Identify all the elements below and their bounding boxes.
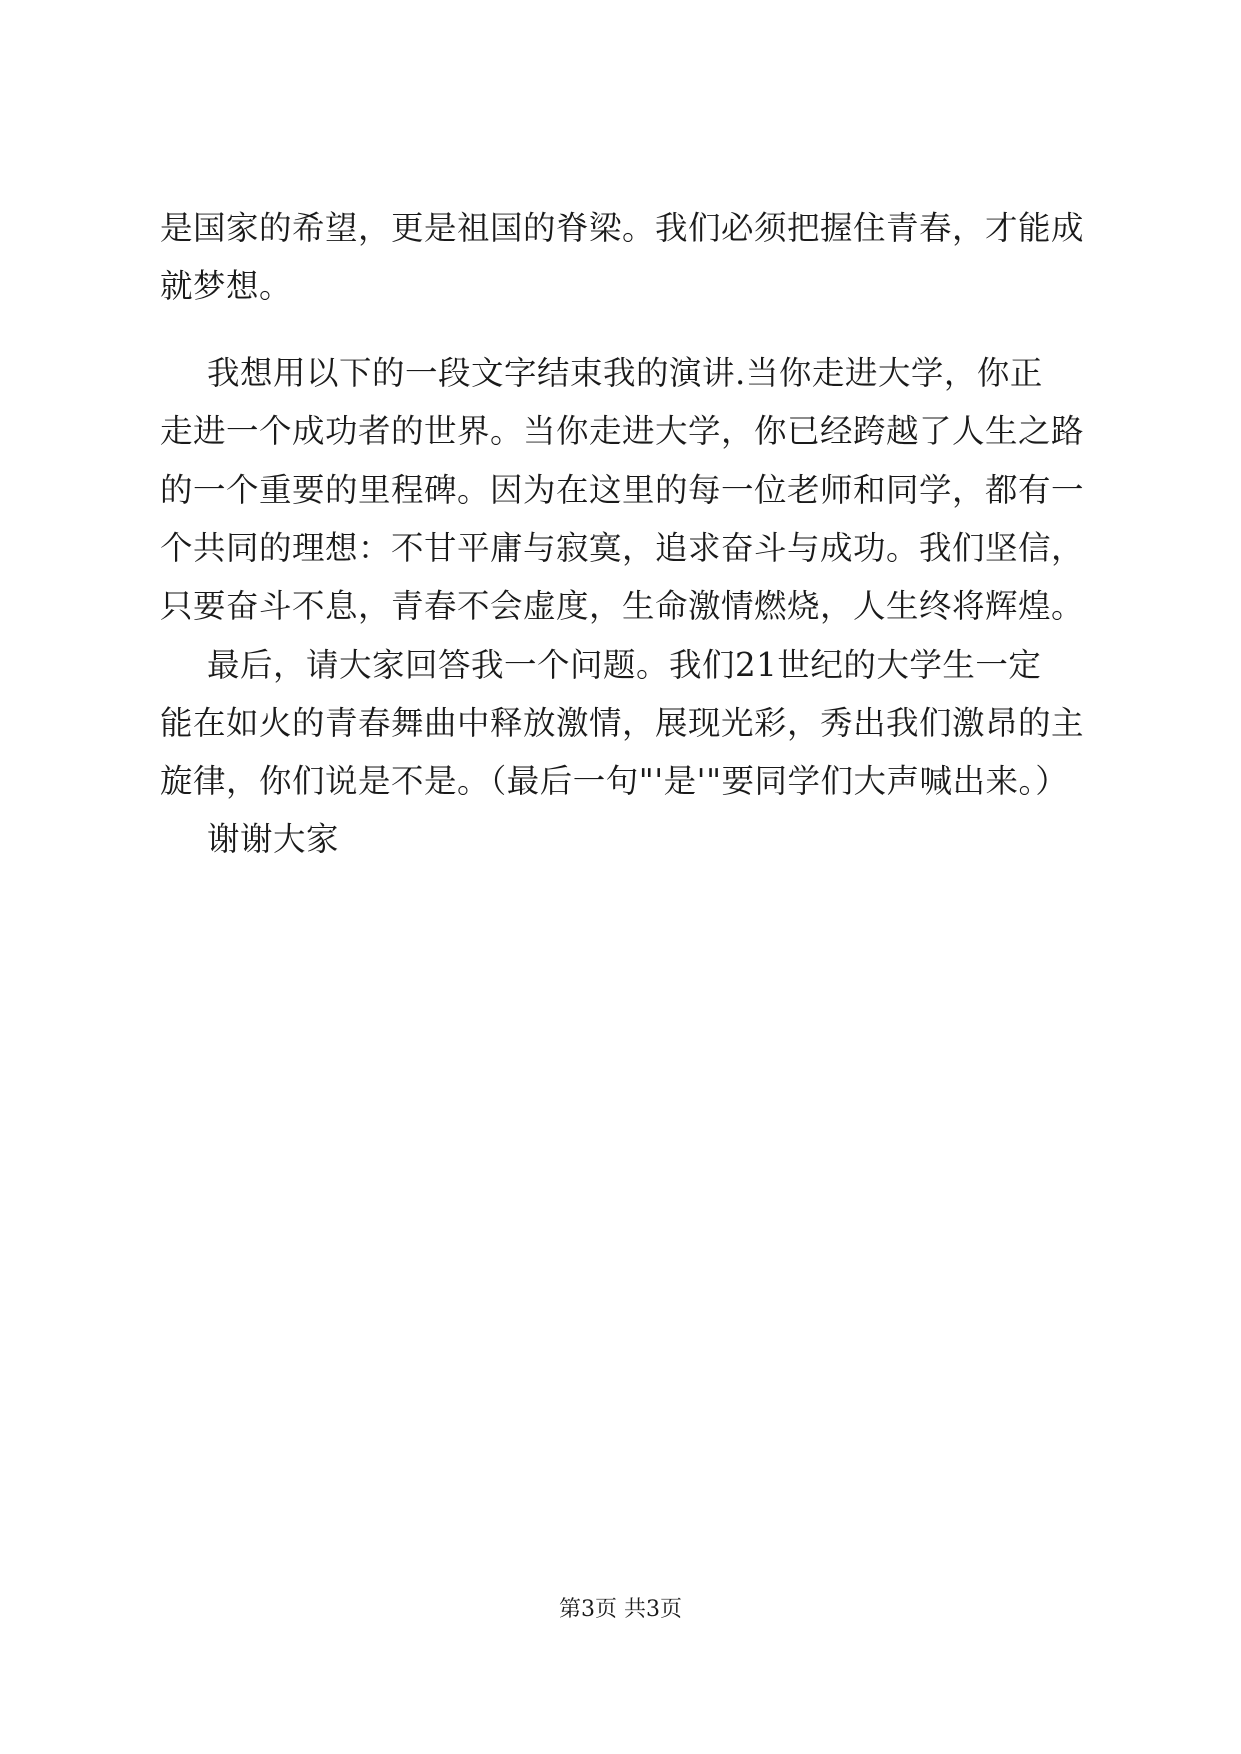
paragraph-start-line: 我想用以下的一段文字结束我的演讲.当你走进大学，你正 xyxy=(207,354,1043,392)
text-line: 的一个重要的里程碑。因为在这里的每一位老师和同学，都有一 xyxy=(160,471,1085,509)
text-line: 只要奋斗不息，青春不会虚度，生命激情燃烧，人生终将辉煌。 xyxy=(160,587,1085,625)
text-line: 就梦想。 xyxy=(160,267,293,305)
text-line: 走进一个成功者的世界。当你走进大学，你已经跨越了人生之路 xyxy=(160,412,1085,450)
text-line: 旋律，你们说是不是。（最后一句"'是'"要同学们大声喊出来。） xyxy=(160,762,1069,800)
text-line: 是国家的希望，更是祖国的脊梁。我们必须把握住青春，才能成 xyxy=(160,209,1085,247)
paragraph-start-line: 最后，请大家回答我一个问题。我们21世纪的大学生一定 xyxy=(207,646,1042,684)
closing-line: 谢谢大家 xyxy=(207,820,340,858)
page-number-footer: 第3页 共3页 xyxy=(559,1597,682,1622)
text-line: 个共同的理想：不甘平庸与寂寞，追求奋斗与成功。我们坚信， xyxy=(160,529,1085,567)
text-line: 能在如火的青春舞曲中释放激情，展现光彩，秀出我们激昂的主 xyxy=(160,704,1085,742)
